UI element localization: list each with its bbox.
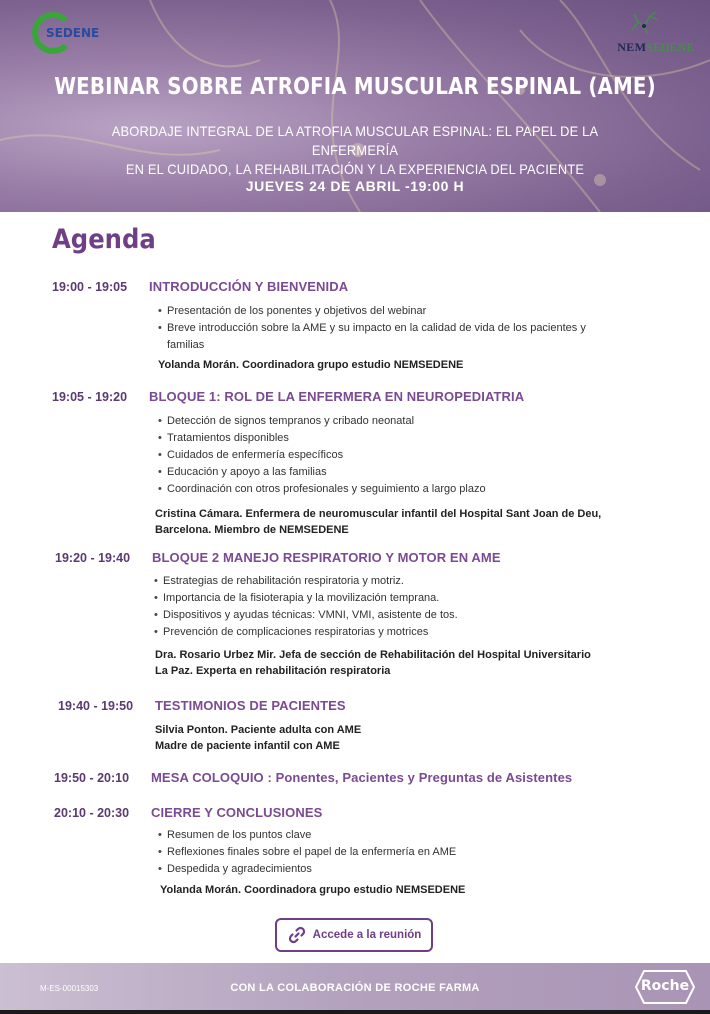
section-bullets xyxy=(158,303,658,354)
section-title: MESA COLOQUIO : Ponentes, Pacientes y Preguntas de Asistentes xyxy=(151,770,573,785)
agenda-title: Agenda xyxy=(52,224,156,255)
speaker-line: Yolanda Morán. Coordinadora grupo estudio NEMSEDENE xyxy=(160,884,466,896)
nemsedene-logo xyxy=(594,8,694,58)
nemsedene-logo-icon xyxy=(624,8,664,38)
section-speaker xyxy=(155,506,675,538)
bullet-item: • Breve introducción sobre la AME y su impacto en la calidad de vida de los pacientes y xyxy=(158,320,658,337)
sedene-logo-text: SEDENE xyxy=(46,26,100,40)
header-banner xyxy=(0,0,710,212)
join-meeting-button[interactable] xyxy=(275,918,433,952)
roche-logo-text: Roche xyxy=(640,978,690,994)
speaker-line: Silvia Ponton. Paciente adulta con AME xyxy=(155,724,362,736)
webinar-subtitle xyxy=(84,122,627,179)
sedene-logo xyxy=(32,12,104,58)
bullet-item: • Educación y apoyo a las familias xyxy=(158,464,658,481)
section-time: 19:50 - 20:10 xyxy=(54,771,130,785)
webinar-subtitle-line-1: ABORDAJE INTEGRAL DE LA ATROFIA MUSCULAR ESPINAL: EL PAPEL DE LA ENFERMERÍA xyxy=(111,123,599,158)
document-code: M-ES-00015303 xyxy=(40,984,99,993)
footer-bar xyxy=(0,963,710,1014)
section-bullets xyxy=(154,573,664,641)
section-title: BLOQUE 2 MANEJO RESPIRATORIO Y MOTOR EN AME xyxy=(152,550,501,565)
speaker-line: Madre de paciente infantil con AME xyxy=(155,740,340,752)
speaker-line: Dra. Rosario Urbez Mir. Jefa de sección de Rehabilitación del Hospital Universitario xyxy=(155,649,591,661)
bullet-item: • Prevención de complicaciones respiratorias y motrices xyxy=(154,624,664,641)
bullet-item: • Resumen de los puntos clave xyxy=(158,827,658,844)
speaker-line: Yolanda Morán. Coordinadora grupo estudio NEMSEDENE xyxy=(158,359,464,371)
bullet-item: • Reflexiones finales sobre el papel de la enfermería en AME xyxy=(158,844,658,861)
webinar-subtitle-line-2: EN EL CUIDADO, LA REHABILITACIÓN Y LA EXPERIENCIA DEL PACIENTE xyxy=(125,161,585,177)
section-title: CIERRE Y CONCLUSIONES xyxy=(151,805,323,820)
join-meeting-label: Accede a la reunión xyxy=(312,929,422,941)
section-speaker xyxy=(158,357,658,373)
section-speaker xyxy=(160,882,660,898)
section-speaker xyxy=(155,722,675,754)
bullet-item: • Despedida y agradecimientos xyxy=(158,861,658,878)
link-icon xyxy=(287,925,307,945)
bullet-item: • Detección de signos tempranos y cribado neonatal xyxy=(158,413,658,430)
webinar-date: JUEVES 24 DE ABRIL -19:00 H xyxy=(245,178,465,194)
webinar-title: WEBINAR SOBRE ATROFIA MUSCULAR ESPINAL (AME) xyxy=(54,74,656,100)
bullet-item: • Cuidados de enfermería específicos xyxy=(158,447,658,464)
nemsedene-logo-suffix: SEDENE xyxy=(646,40,694,54)
bottom-edge-bar xyxy=(0,1010,710,1014)
section-title: BLOQUE 1: ROL DE LA ENFERMERA EN NEUROPEDIATRIA xyxy=(149,389,525,404)
roche-logo xyxy=(634,969,696,1005)
section-time: 19:20 - 19:40 xyxy=(55,551,131,565)
bullet-item: • Dispositivos y ayudas técnicas: VMNI, VMI, asistente de tos. xyxy=(154,607,664,624)
bullet-item: • Presentación de los ponentes y objetivos del webinar xyxy=(158,303,658,320)
speaker-line: Barcelona. Miembro de NEMSEDENE xyxy=(155,524,349,536)
bullet-item: • Tratamientos disponibles xyxy=(158,430,658,447)
section-title: TESTIMONIOS DE PACIENTES xyxy=(155,698,346,713)
bullet-item: • Coordinación con otros profesionales y seguimiento a largo plazo xyxy=(158,481,658,498)
bullet-item: • Importancia de la fisioterapia y la movilización temprana. xyxy=(154,590,664,607)
section-time: 20:10 - 20:30 xyxy=(54,806,130,820)
bullet-item: • Estrategias de rehabilitación respiratoria y motriz. xyxy=(154,573,664,590)
section-time: 19:05 - 19:20 xyxy=(52,390,128,404)
section-time: 19:40 - 19:50 xyxy=(58,699,134,713)
nemsedene-logo-prefix: NEM xyxy=(617,40,647,54)
section-speaker xyxy=(155,647,675,679)
collaboration-text: CON LA COLABORACIÓN DE ROCHE FARMA xyxy=(230,982,480,994)
speaker-line: La Paz. Experta en rehabilitación respiratoria xyxy=(155,665,391,677)
bullet-item-continuation: familias xyxy=(167,339,205,351)
section-bullets xyxy=(158,413,658,498)
speaker-line: Cristina Cámara. Enfermera de neuromuscular infantil del Hospital Sant Joan de Deu, xyxy=(155,508,602,520)
section-bullets xyxy=(158,827,658,878)
section-title: INTRODUCCIÓN Y BIENVENIDA xyxy=(149,279,349,294)
section-time: 19:00 - 19:05 xyxy=(52,280,128,294)
